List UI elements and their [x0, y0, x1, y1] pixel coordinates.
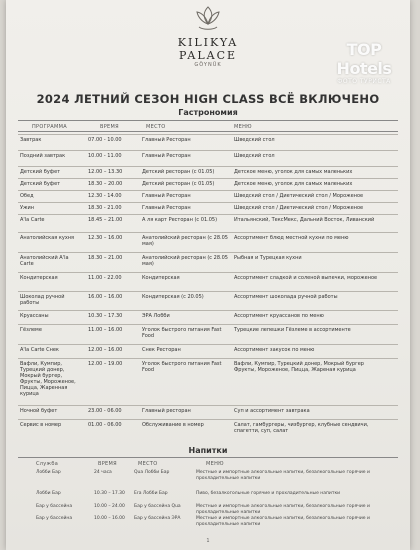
food-cell-program: Гёзлеме: [20, 327, 42, 333]
food-cell-place: Главный Ресторан: [142, 193, 191, 199]
food-cell-time: 12.30 - 14.00: [88, 193, 122, 199]
food-cell-program: Круассаны: [20, 313, 49, 319]
food-cell-menu: Шведский стол / Диетический стол / Мороженое: [234, 205, 364, 211]
food-cell-menu: Шведский стол: [234, 137, 275, 143]
food-cell-place: Анатолийский ресторан (с 28.05 мая): [142, 255, 228, 267]
food-col-program: ПРОГРАММА: [32, 124, 67, 130]
drinks-cell-place: Бар у бассейна Qua: [134, 504, 181, 509]
drinks-cell-menu: Местные и импортные алкогольные напитки, безалкогольные горячие и прохладительные напитки: [196, 516, 370, 527]
food-cell-time: 12.00 – 16.00: [88, 347, 123, 353]
drinks-col-menu: МЕНЮ: [206, 461, 224, 467]
food-cell-menu: Турецкие лепешки Гёзлеме в ассортименте: [234, 327, 351, 333]
food-cell-program: Кондитерская: [20, 275, 58, 281]
food-cell-program: Детский буфет: [20, 169, 61, 175]
food-cell-time: 18.30 – 20.00: [88, 181, 123, 187]
food-cell-place: Главный ресторан: [142, 408, 191, 414]
row-divider: [18, 419, 398, 420]
drinks-header-rule: [18, 457, 398, 458]
food-cell-time: 12.30 – 16.00: [88, 235, 123, 241]
drinks-cell-time: 24 часа: [94, 470, 112, 475]
food-cell-place: Главный Ресторан: [142, 205, 191, 211]
food-section-heading: Гастрономия: [178, 108, 238, 117]
drinks-cell-program: Лобби Бар: [36, 491, 61, 496]
food-cell-menu: Итальянский, ТексМекс, Дальний Восток, Ливанский: [234, 217, 375, 223]
drinks-cell-place: Era Лобби Бар: [134, 491, 168, 496]
row-divider: [18, 202, 398, 203]
food-cell-place: Обслуживание в номер: [142, 422, 204, 428]
drinks-section-heading: Напитки: [188, 446, 228, 455]
row-divider: [18, 358, 398, 359]
row-divider: [18, 190, 398, 191]
food-cell-menu: Суп и ассортимент завтрака: [234, 408, 310, 414]
food-cell-program: Поздний завтрак: [20, 153, 66, 159]
row-divider: [18, 405, 398, 406]
food-cell-place: Детский ресторан (с 01.05): [142, 181, 215, 187]
drinks-cell-time: 10.30 – 17.30: [94, 491, 125, 496]
brand-line-2: PALACE: [178, 49, 238, 62]
food-cell-place: Снек Ресторан: [142, 347, 181, 353]
food-cell-menu: Ассортимент круассанов по меню: [234, 313, 324, 319]
drinks-cell-time: 10.00 – 24.00: [94, 504, 125, 509]
food-cell-place: Главный Ресторан: [142, 153, 191, 159]
food-cell-time: 01.00 - 06.00: [88, 422, 122, 428]
food-cell-menu: Детское меню, уголок для самых маленьких: [234, 169, 353, 175]
drinks-cell-time: 10.00 – 16.00: [94, 516, 125, 521]
food-cell-time: 18.45 – 21.00: [88, 217, 123, 223]
food-cell-place: Главный Ресторан: [142, 137, 191, 143]
brand-line-1: KILIKYA: [177, 36, 239, 49]
drinks-cell-place: Qua Лобби Бар: [134, 470, 170, 475]
drinks-cell-menu: Пиво, безалкогольные горячие и прохладительные напитки: [196, 491, 341, 496]
food-cell-place: А ля карт Ресторан (с 01.05): [142, 217, 218, 223]
food-cell-program: Завтрак: [20, 137, 42, 143]
drinks-col-time: ВРЕМЯ: [98, 461, 117, 467]
row-divider: [18, 344, 398, 345]
drinks-cell-menu: Местные и импортные алкогольные напитки, безалкогольные горячие и прохладительные напитки: [196, 504, 370, 515]
food-cell-place: ЭРА Лобби: [142, 313, 170, 319]
food-cell-program: Сервис в номер: [20, 422, 62, 428]
lotus-logo-icon: [193, 4, 223, 34]
food-cell-time: 18.30 - 21.00: [88, 205, 122, 211]
row-divider: [18, 252, 398, 253]
food-cell-place: Кондитерская (с 20.05): [142, 294, 204, 300]
watermark-main: TOP Hotels: [336, 40, 392, 78]
page-title: 2024 ЛЕТНИЙ СЕЗОН HIGH CLASS ВСЁ ВКЛЮЧЕНО: [36, 92, 380, 106]
food-cell-program: Ужин: [20, 205, 35, 211]
food-cell-menu: Шведский стол / Диетический стол / Мороженое: [234, 193, 364, 199]
row-divider: [18, 310, 398, 311]
food-header-rule-bottom: [18, 131, 398, 132]
food-cell-place: Анатолийский ресторан (с 28.05 мая): [142, 235, 228, 247]
food-cell-place: Уголок быстрого питания Fast Food: [142, 361, 222, 373]
food-cell-place: Кондитерская: [142, 275, 180, 281]
food-cell-time: 10.30 – 17.30: [88, 313, 123, 319]
row-divider: [18, 134, 398, 135]
row-divider: [18, 272, 398, 273]
food-cell-menu: Ассортимент сладкой и соленой выпечки, мороженое: [234, 275, 378, 281]
row-divider: [18, 324, 398, 325]
food-cell-program: Вафли, Кумпир, Турецкий донер, Мокрый бургер, Фрукты, Мороженое, Пицца, Жаренная курица: [20, 361, 76, 397]
food-col-place: МЕСТО: [146, 124, 166, 130]
food-cell-program: A'la Carte Снек: [20, 347, 59, 353]
watermark-sub: ФОТО ТУРИСТА: [337, 78, 391, 85]
food-cell-time: 07.00 - 10.00: [88, 137, 122, 143]
food-col-time: ВРЕМЯ: [100, 124, 119, 130]
drinks-cell-program: Лобби Бар: [36, 470, 61, 475]
food-cell-menu: Салат, гамбургеры, чизбургер, клубные сендвичи, спагетти, суп, салат: [234, 422, 369, 434]
brand-line-3: GÖYNÜK: [194, 62, 222, 68]
row-divider: [18, 214, 398, 215]
food-cell-time: 11.00 – 16.00: [88, 327, 123, 333]
food-cell-menu: Ассортимент блюд местной кухни по меню: [234, 235, 349, 241]
tophotels-watermark: [324, 40, 404, 85]
food-cell-program: Анатолийский A'la Carte: [20, 255, 69, 267]
food-cell-menu: Ассортимент закусок по меню: [234, 347, 315, 353]
food-cell-time: 16.00 – 16.00: [88, 294, 123, 300]
food-col-menu: МЕНЮ: [234, 124, 252, 130]
food-cell-program: A'la Carte: [20, 217, 45, 223]
row-divider: [18, 166, 398, 167]
drinks-cell-menu: Местные и импортные алкогольные напитки, безалкогольные горячие и прохладительные напитки: [196, 470, 370, 481]
food-cell-time: 10.00 - 11.00: [88, 153, 122, 159]
food-cell-menu: Ассортимент шоколада ручной работы: [234, 294, 338, 300]
food-cell-time: 18.30 – 21.00: [88, 255, 123, 261]
row-divider: [18, 178, 398, 179]
food-cell-time: 23.00 - 06.00: [88, 408, 122, 414]
menu-sheet: [6, 0, 410, 550]
food-cell-place: Детский ресторан (с 01.05): [142, 169, 215, 175]
food-cell-menu: Детское меню, уголок для самых маленьких: [234, 181, 353, 187]
food-cell-time: 12.00 – 13.30: [88, 169, 123, 175]
food-cell-time: 12.00 – 19.00: [88, 361, 123, 367]
food-cell-program: Ночной буфет: [20, 408, 58, 414]
food-header-rule-top: [18, 120, 398, 121]
drinks-cell-program: Бар у бассейна: [36, 504, 73, 509]
row-divider: [18, 150, 398, 151]
food-cell-program: Анатолийская кухня: [20, 235, 75, 241]
drinks-cell-program: Бар у бассейна: [36, 516, 73, 521]
food-cell-time: 11.00 - 22.00: [88, 275, 122, 281]
drinks-cell-place: Бар у бассейна ЭРА: [134, 516, 181, 521]
food-cell-menu: Шведский стол: [234, 153, 275, 159]
row-divider: [18, 232, 398, 233]
row-divider: [18, 291, 398, 292]
page-number: 1: [206, 538, 210, 544]
drinks-col-place: МЕСТО: [138, 461, 158, 467]
food-cell-menu: Вафли, Кумпир, Турецкий донер, Мокрый бургер Фрукты, Мороженое, Пицца, Жареная курица: [234, 361, 364, 373]
food-cell-place: Уголок быстрого питания Fast Food: [142, 327, 222, 339]
food-cell-program: Шоколад ручной работы: [20, 294, 65, 306]
food-cell-program: Детский буфет: [20, 181, 61, 187]
drinks-col-program: Служба: [36, 461, 59, 467]
food-cell-menu: Рыбная и Турецкая кухни: [234, 255, 302, 261]
food-cell-program: Обед: [20, 193, 34, 199]
